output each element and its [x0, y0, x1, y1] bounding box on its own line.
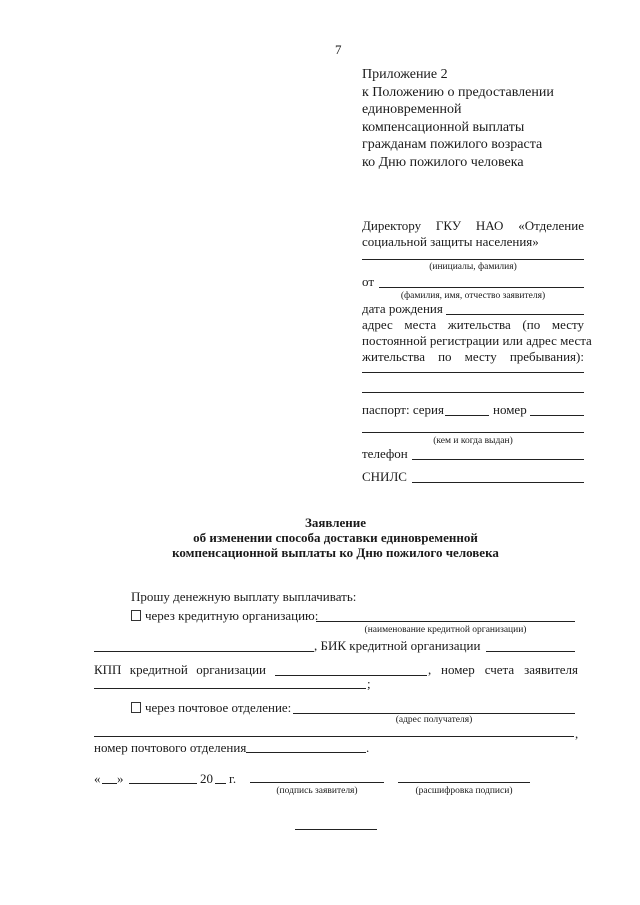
account-label: номер счета заявителя [441, 662, 578, 677]
document-subtitle-1: об изменении способа доставки единовременной [193, 530, 478, 545]
kpp-label: КПП кредитной организации [94, 662, 266, 677]
account-semicolon: ; [367, 676, 371, 691]
post-number-label: номер почтового отделения [94, 740, 247, 755]
snils-label: СНИЛС [362, 469, 407, 484]
decode-caption: (расшифровка подписи) [415, 786, 513, 796]
kpp-field[interactable] [275, 675, 427, 676]
request-text: Прошу денежную выплату выплачивать: [131, 589, 357, 604]
document-subtitle-2: компенсационной выплаты ко Дню пожилого человека [172, 545, 499, 560]
post-option-label: через почтовое отделение: [145, 700, 292, 715]
phone-label: телефон [362, 446, 408, 461]
date-year-prefix: 20 [200, 771, 213, 786]
date-month-field[interactable] [129, 783, 197, 784]
appendix-header [362, 66, 554, 172]
from-label: от [362, 274, 375, 289]
post-number-period: . [366, 740, 370, 755]
account-number-field[interactable] [94, 688, 366, 689]
appendix-line: компенсационной выплаты [362, 119, 525, 135]
date-year-field[interactable] [215, 783, 226, 784]
director-line-2: социальной защиты населения» [362, 234, 539, 249]
recipient-address-continued-field[interactable] [94, 736, 574, 737]
birth-label: дата рождения [362, 301, 443, 316]
address-line-3: жительства по месту пребывания): [362, 349, 584, 364]
credit-option-label: через кредитную организацию: [145, 608, 319, 623]
issued-caption: (кем и когда выдан) [433, 436, 513, 446]
signature-caption: (подпись заявителя) [276, 786, 358, 796]
signature-decode-field[interactable] [398, 782, 530, 783]
credit-caption: (наименование кредитной организации) [364, 625, 527, 635]
signature-field[interactable] [250, 782, 384, 783]
fio-caption: (фамилия, имя, отчество заявителя) [400, 291, 546, 301]
applicant-fio-field[interactable] [379, 287, 584, 288]
date-day-field[interactable] [102, 783, 117, 784]
credit-option [131, 608, 318, 623]
date-open-quote: « [94, 771, 101, 786]
passport-number-field[interactable] [530, 415, 584, 416]
appendix-line: единовременной [362, 102, 462, 118]
passport-issued-field[interactable] [362, 432, 584, 433]
date-year-suffix: г. [229, 771, 237, 786]
closing-divider [295, 829, 377, 830]
bik-label: , БИК кредитной организации [314, 638, 481, 653]
address-field-1[interactable] [362, 372, 584, 373]
director-line: Директору ГКУ НАО «Отделение [362, 218, 584, 233]
credit-org-name-continued-field[interactable] [94, 651, 314, 652]
credit-org-name-field[interactable] [316, 621, 575, 622]
phone-field[interactable] [412, 459, 584, 460]
passport-series-field[interactable] [445, 415, 489, 416]
initials-caption: (инициалы, фамилия) [429, 262, 517, 272]
post-option-checkbox[interactable] [131, 702, 141, 713]
passport-series-label: паспорт: серия [362, 402, 444, 417]
recipient-caption: (адрес получателя) [395, 715, 473, 725]
recipient-address-field[interactable] [293, 713, 575, 714]
passport-number-label: номер [493, 402, 527, 417]
kpp-comma: , [428, 662, 432, 677]
appendix-line: Приложение 2 [362, 67, 448, 82]
bik-field[interactable] [486, 651, 575, 652]
appendix-line: к Положению о предоставлении [362, 84, 554, 100]
credit-option-checkbox[interactable] [131, 610, 141, 621]
post-number-field[interactable] [246, 752, 366, 753]
address-line-2: постоянной регистрации или адрес места [362, 333, 592, 348]
snils-field[interactable] [412, 482, 584, 483]
birth-date-field[interactable] [446, 314, 584, 315]
address-comma: , [575, 726, 579, 741]
appendix-line: ко Дню пожилого человека [362, 154, 524, 170]
appendix-line: гражданам пожилого возраста [362, 137, 543, 153]
address-field-2[interactable] [362, 392, 584, 393]
date-close-quote: » [117, 771, 124, 786]
post-option [131, 700, 291, 715]
page-number: 7 [335, 42, 342, 57]
document-title: Заявление [304, 515, 367, 530]
initials-field[interactable] [362, 259, 584, 260]
address-line-1: адрес места жительства (по месту [362, 317, 584, 332]
